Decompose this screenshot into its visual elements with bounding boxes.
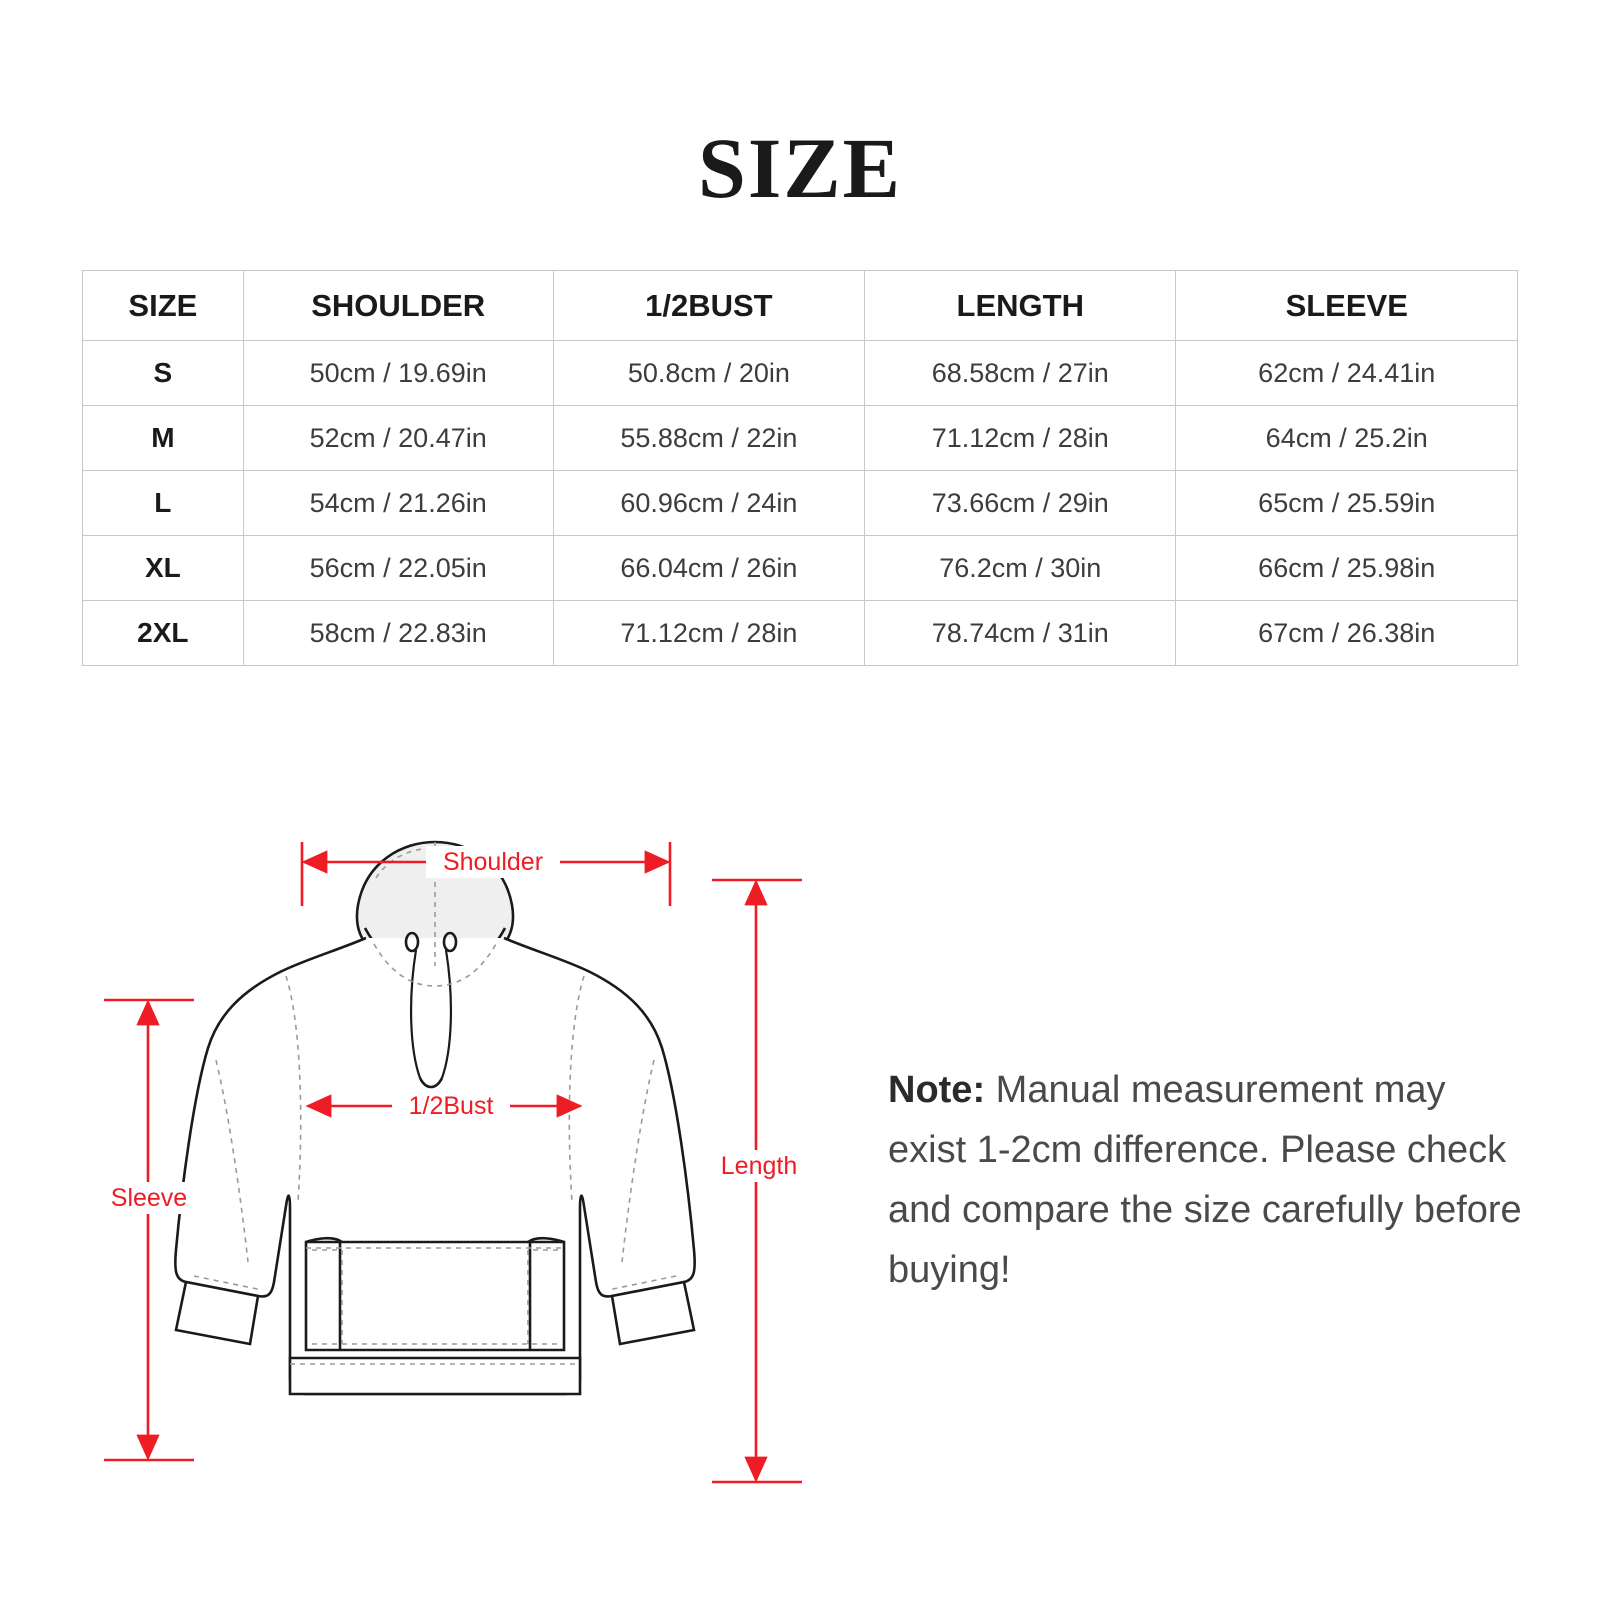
- bust-label: 1/2Bust: [408, 1092, 494, 1120]
- column-header-length: LENGTH: [865, 271, 1176, 341]
- cell-bust: 60.96cm / 24in: [553, 471, 864, 536]
- cell-shoulder: 50cm / 19.69in: [243, 341, 553, 406]
- cell-shoulder: 52cm / 20.47in: [243, 406, 553, 471]
- column-header-shoulder: SHOULDER: [243, 271, 553, 341]
- cell-shoulder: 54cm / 21.26in: [243, 471, 553, 536]
- note-text: Manual measurement may exist 1-2cm difference. Please check and compare the size carefully before buying!: [888, 1069, 1522, 1292]
- length-label: Length: [720, 1152, 798, 1180]
- page-title: SIZE: [697, 120, 903, 216]
- cell-sleeve: 66cm / 25.98in: [1176, 536, 1518, 601]
- cell-length: 71.12cm / 28in: [865, 406, 1176, 471]
- cell-bust: 55.88cm / 22in: [553, 406, 864, 471]
- size-table-container: [82, 270, 1518, 666]
- column-header-bust: 1/2BUST: [553, 271, 864, 341]
- measurement-note: [888, 1060, 1528, 1300]
- length-measurement: [712, 880, 802, 1482]
- column-header-size: SIZE: [83, 271, 244, 341]
- hoodie-measurement-diagram: [90, 810, 870, 1510]
- column-header-sleeve: SLEEVE: [1176, 271, 1518, 341]
- note-prefix: Note:: [888, 1069, 986, 1111]
- cell-bust: 50.8cm / 20in: [553, 341, 864, 406]
- cell-bust: 66.04cm / 26in: [553, 536, 864, 601]
- table-header-row: [83, 271, 1518, 341]
- table-row: [83, 471, 1518, 536]
- cell-shoulder: 58cm / 22.83in: [243, 601, 553, 666]
- cell-sleeve: 65cm / 25.59in: [1176, 471, 1518, 536]
- cell-bust: 71.12cm / 28in: [553, 601, 864, 666]
- cell-size: M: [83, 406, 244, 471]
- cell-shoulder: 56cm / 22.05in: [243, 536, 553, 601]
- table-row: [83, 601, 1518, 666]
- table-row: [83, 536, 1518, 601]
- table-row: [83, 341, 1518, 406]
- sleeve-label: Sleeve: [110, 1184, 188, 1212]
- cell-length: 76.2cm / 30in: [865, 536, 1176, 601]
- cell-length: 78.74cm / 31in: [865, 601, 1176, 666]
- cell-size: XL: [83, 536, 244, 601]
- cell-size: S: [83, 341, 244, 406]
- cell-size: L: [83, 471, 244, 536]
- cell-length: 68.58cm / 27in: [865, 341, 1176, 406]
- cell-length: 73.66cm / 29in: [865, 471, 1176, 536]
- cell-size: 2XL: [83, 601, 244, 666]
- table-row: [83, 406, 1518, 471]
- cell-sleeve: 64cm / 25.2in: [1176, 406, 1518, 471]
- size-table: [82, 270, 1518, 666]
- shoulder-label: Shoulder: [442, 848, 544, 876]
- cell-sleeve: 62cm / 24.41in: [1176, 341, 1518, 406]
- cell-sleeve: 67cm / 26.38in: [1176, 601, 1518, 666]
